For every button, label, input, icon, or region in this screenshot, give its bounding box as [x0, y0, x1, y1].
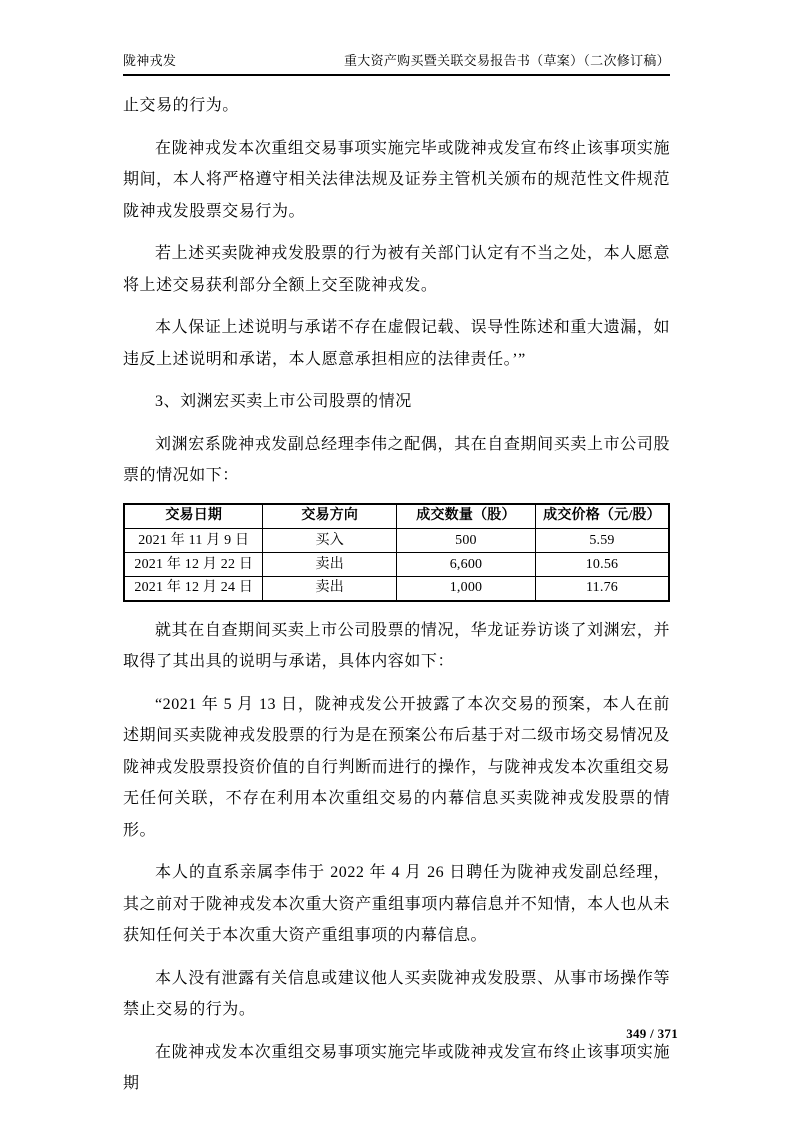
cell-trade-direction: 卖出 [263, 553, 397, 577]
paragraph: 本人没有泄露有关信息或建议他人买卖陇神戎发股票、从事市场操作等禁止交易的行为。 [123, 969, 670, 1018]
column-header-trade-direction: 交易方向 [263, 504, 397, 529]
column-header-trade-date: 交易日期 [124, 504, 263, 529]
cell-volume: 1,000 [396, 577, 535, 601]
paragraph: “2021 年 5 月 13 日，陇神戎发公开披露了本次交易的预案，本人在前述期间买卖陇神戎发股票的行为是在预案公布后基于对二级市场交易情况及陇神戎发股票投资价值的自行判断而进行的操作，与陇神戎发本次重组交易无任何关联，不存在利用本次重组交易的内幕信息买卖陇神戎发股票的情形。 [123, 695, 670, 839]
column-header-volume: 成交数量（股） [396, 504, 535, 529]
paragraph: 止交易的行为。 [123, 97, 239, 114]
cell-volume: 6,600 [396, 553, 535, 577]
column-header-price: 成交价格（元/股） [535, 504, 669, 529]
stock-transactions-table [123, 503, 670, 602]
document-body [123, 90, 670, 1111]
cell-trade-direction: 买入 [263, 529, 397, 553]
cell-price: 5.59 [535, 529, 669, 553]
table-row [124, 529, 669, 553]
paragraph: 刘渊宏系陇神戎发副总经理李伟之配偶，其在自查期间买卖上市公司股票的情况如下： [123, 435, 670, 484]
paragraph: 在陇神戎发本次重组交易事项实施完毕或陇神戎发宣布终止该事项实施期间，本人将严格遵守相关法律法规及证券主管机关颁布的规范性文件规范陇神戎发股票交易行为。 [123, 139, 670, 220]
paragraph: 本人保证上述说明与承诺不存在虚假记载、误导性陈述和重大遗漏，如违反上述说明和承诺，本人愿意承担相应的法律责任。’” [123, 319, 670, 368]
section-heading: 3、刘渊宏买卖上市公司股票的情况 [155, 393, 412, 410]
table-row [124, 577, 669, 601]
cell-price: 11.76 [535, 577, 669, 601]
table-header-row [124, 504, 669, 529]
paragraph: 在陇神戎发本次重组交易事项实施完毕或陇神戎发宣布终止该事项实施期 [123, 1043, 670, 1092]
header-company-name: 陇神戎发 [123, 53, 177, 68]
paragraph: 就其在自查期间买卖上市公司股票的情况，华龙证券访谈了刘渊宏，并取得了其出具的说明与承诺，具体内容如下： [123, 621, 670, 670]
page-number: 349 / 371 [626, 1026, 678, 1041]
cell-trade-date: 2021 年 11 月 9 日 [124, 529, 263, 553]
cell-trade-date: 2021 年 12 月 24 日 [124, 577, 263, 601]
paragraph: 若上述买卖陇神戎发股票的行为被有关部门认定有不当之处，本人愿意将上述交易获利部分全额上交至陇神戎发。 [123, 245, 670, 294]
header-report-title: 重大资产购买暨关联交易报告书（草案）（二次修订稿） [343, 53, 670, 68]
cell-trade-date: 2021 年 12 月 22 日 [124, 553, 263, 577]
table-row [124, 553, 669, 577]
page-header [123, 52, 670, 76]
cell-volume: 500 [396, 529, 535, 553]
cell-price: 10.56 [535, 553, 669, 577]
paragraph: 本人的直系亲属李伟于 2022 年 4 月 26 日聘任为陇神戎发副总经理，其之前对于陇神戎发本次重大资产重组事项内幕信息并不知情，本人也从未获知任何关于本次重大资产重组事项的内幕信息。 [123, 864, 670, 944]
cell-trade-direction: 卖出 [263, 577, 397, 601]
